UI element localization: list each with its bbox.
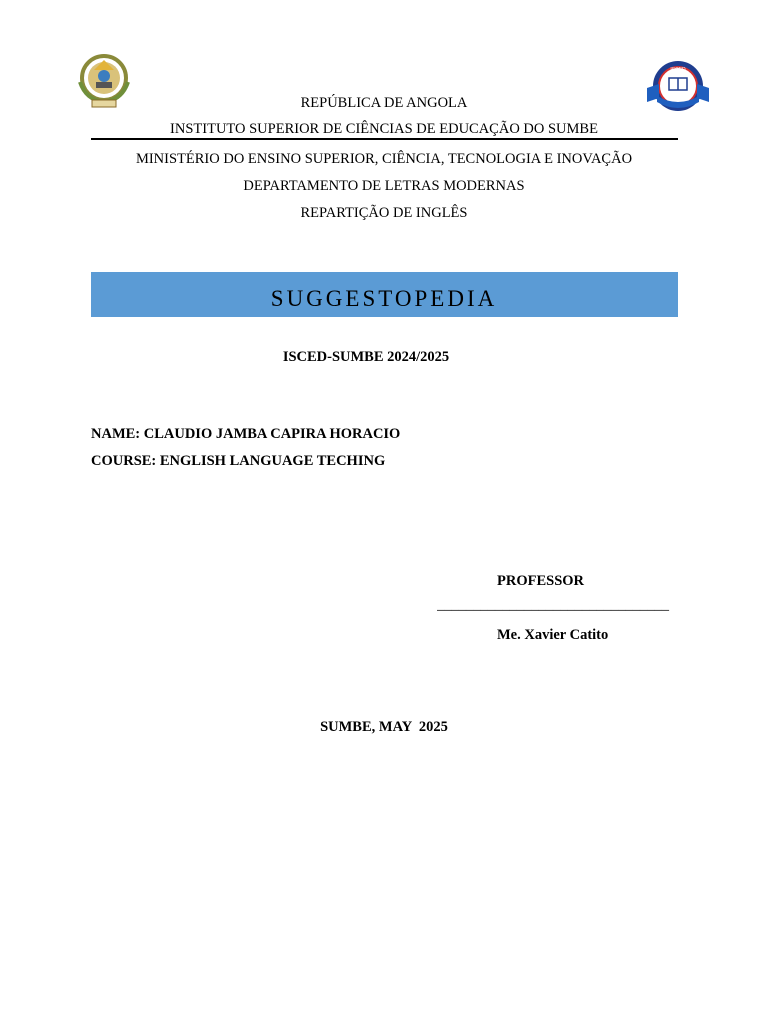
signature-line: ________________________________ [437, 597, 669, 613]
header-section: REPARTIÇÃO DE INGLÊS [300, 205, 468, 221]
header-ministry: MINISTÉRIO DO ENSINO SUPERIOR, CIÊNCIA, TECNOLOGIA E INOVAÇÃO [135, 151, 633, 167]
header-republic: REPÚBLICA DE ANGOLA [300, 95, 468, 111]
document-title: SUGGESTOPEDIA [270, 286, 498, 311]
year-line: ISCED-SUMBE 2024/2025 [282, 349, 450, 365]
professor-label: PROFESSOR [497, 573, 585, 589]
student-course: COURSE: ENGLISH LANGUAGE TECHING [91, 453, 386, 469]
header-institute: INSTITUTO SUPERIOR DE CIÊNCIAS DE EDUCAÇÃO DO SUMBE [170, 121, 598, 137]
emblem-text: ISCED [670, 67, 686, 73]
student-name: NAME: CLAUDIO JAMBA CAPIRA HORACIO [91, 426, 401, 442]
professor-name: Me. Xavier Catito [497, 627, 609, 643]
header-divider [91, 138, 678, 140]
header-department: DEPARTAMENTO DE LETRAS MODERNAS [243, 178, 525, 194]
place-date: SUMBE, MAY 2025 [320, 719, 448, 735]
